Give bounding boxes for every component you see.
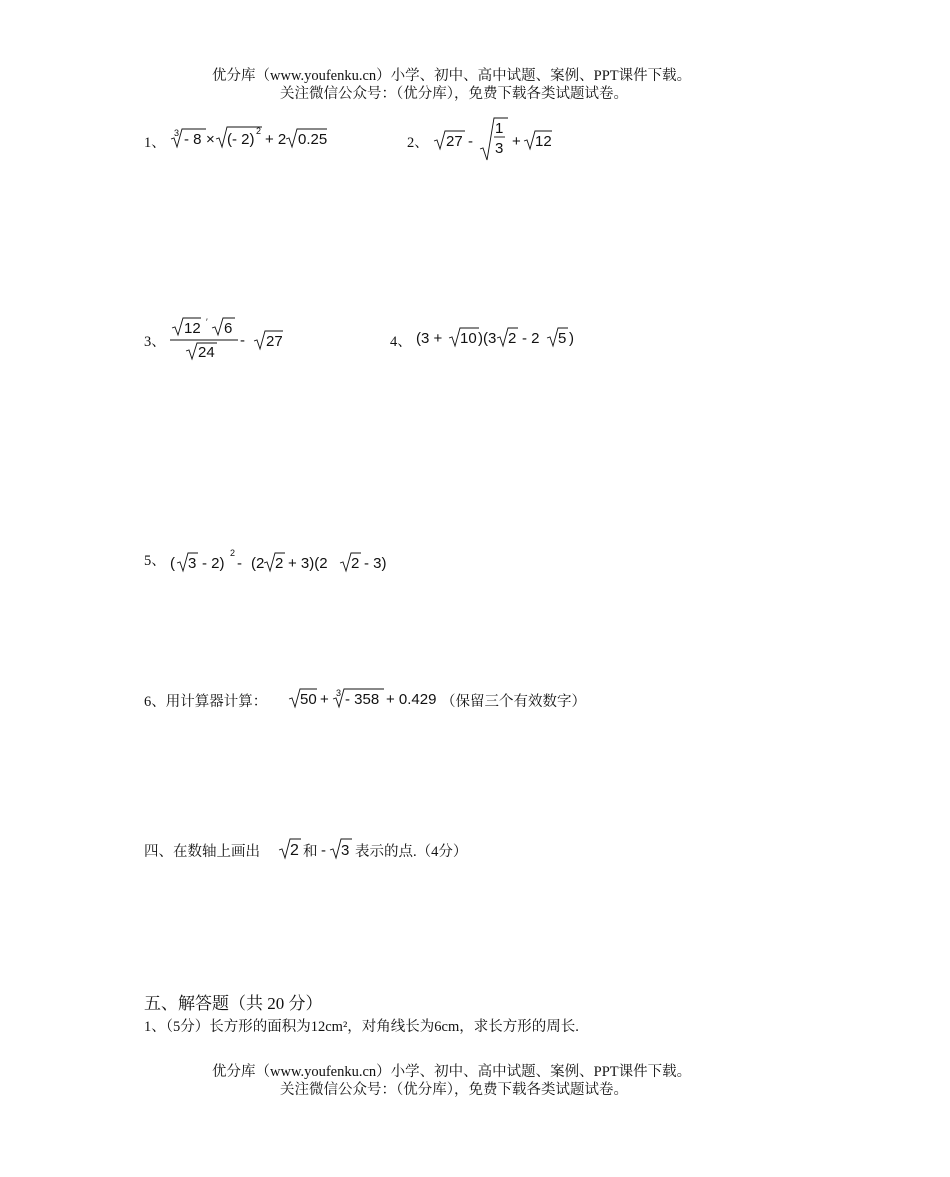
- p3-minus: -: [240, 332, 245, 349]
- p1-neg2: (- 2): [227, 131, 255, 148]
- problem-2-expression: [432, 116, 562, 170]
- p4-close: ): [569, 330, 574, 347]
- p6-plus0429: + 0.429: [386, 691, 437, 708]
- p5-2b: 2: [351, 555, 360, 572]
- header-line-2: 关注微信公众号：（优分库），免费下载各类试题试卷。: [280, 86, 628, 102]
- section-4-sqrt2: [278, 836, 304, 868]
- problem-6-tail: （保留三个有效数字）: [441, 694, 586, 710]
- problem-5-number: 5、: [144, 553, 166, 569]
- p4-mid: )(3: [478, 330, 497, 347]
- problem-4-number: 4、: [390, 334, 412, 350]
- problem-6-expression: [288, 686, 448, 720]
- p3-27: 27: [266, 333, 283, 350]
- problem-3-number: 3、: [144, 334, 166, 350]
- p3-prime: ′: [206, 317, 208, 327]
- s4-2: 2: [290, 842, 299, 859]
- problem-6-label: 6、用计算器计算：: [144, 694, 268, 710]
- p6-358: - 358: [345, 691, 380, 708]
- section-4-mid: 和: [303, 844, 318, 860]
- section-4-sqrt2-svg: [278, 836, 304, 864]
- p2-sqrt-frac-radical: [480, 118, 508, 160]
- section-4-pre: 四、在数轴上画出: [144, 844, 260, 860]
- p5-dash: -: [237, 555, 242, 572]
- p5-open: (: [170, 555, 175, 572]
- p4-2: 2: [508, 330, 517, 347]
- section-4-neg-sqrt3: [320, 836, 356, 868]
- p2-minus: -: [468, 133, 473, 150]
- s4-dash: -: [321, 842, 326, 859]
- p1-times: ×: [206, 131, 215, 148]
- footer-line-1: 优分库（www.youfenku.cn）小学、初中、高中试题、案例、PPT课件下载。: [212, 1064, 692, 1080]
- p3-12: 12: [184, 320, 201, 337]
- p5-open2: (2: [251, 555, 265, 572]
- p4-10: 10: [460, 330, 477, 347]
- problem-3-expression: [168, 316, 298, 370]
- p5-square-exp: 2: [230, 548, 236, 558]
- p6-cube-index: 3: [336, 688, 342, 698]
- p2-27: 27: [446, 133, 463, 150]
- problem-1-expression: [170, 126, 340, 160]
- p1-cube-index: 3: [174, 128, 180, 138]
- p2-denominator: 3: [495, 140, 504, 157]
- p5-3: 3: [188, 555, 197, 572]
- problem-5-svg: [168, 547, 398, 579]
- problem-1-number: 1、: [144, 135, 166, 151]
- p5-2a: 2: [275, 555, 284, 572]
- problem-1-svg: [170, 126, 340, 156]
- p1-minus8: - 8: [184, 131, 202, 148]
- header-line-1: 优分库（www.youfenku.cn）小学、初中、高中试题、案例、PPT课件下载。: [212, 68, 692, 84]
- footer-line-2: 关注微信公众号：（优分库），免费下载各类试题试卷。: [280, 1082, 628, 1098]
- problem-2-svg: [432, 116, 562, 166]
- p4-open: (3 +: [416, 330, 443, 347]
- p1-025: 0.25: [298, 131, 328, 148]
- section-4-post: 表示的点.（4分）: [355, 844, 468, 860]
- p2-12: 12: [535, 133, 552, 150]
- p3-6: 6: [224, 320, 233, 337]
- p6-plus: +: [320, 691, 329, 708]
- p2-numerator: 1: [495, 120, 504, 137]
- p5-plus3: + 3)(2: [288, 555, 328, 572]
- s4-3: 3: [341, 842, 350, 859]
- problem-3-svg: [168, 316, 298, 366]
- p1-square-exp: 2: [256, 126, 262, 136]
- problem-4-expression: [414, 324, 584, 358]
- p5-minus3: - 3): [364, 555, 387, 572]
- problem-4-svg: [414, 324, 584, 354]
- section-5-title: 五、解答题（共 20 分）: [144, 994, 323, 1013]
- problem-5-expression: [168, 547, 398, 583]
- p2-plus: +: [512, 133, 521, 150]
- p6-50: 50: [300, 691, 317, 708]
- p3-24: 24: [198, 344, 215, 361]
- p4-5: 5: [558, 330, 567, 347]
- problem-6-svg: [288, 686, 448, 716]
- p1-plus2: + 2: [265, 131, 287, 148]
- section-5-question-1: 1、（5分）长方形的面积为12cm²，对角线长为6cm，求长方形的周长.: [144, 1019, 579, 1035]
- p5-minus2: - 2): [202, 555, 225, 572]
- problem-2-number: 2、: [407, 135, 429, 151]
- section-4-sqrt3-svg: [320, 836, 356, 864]
- p4-minus2: - 2: [522, 330, 540, 347]
